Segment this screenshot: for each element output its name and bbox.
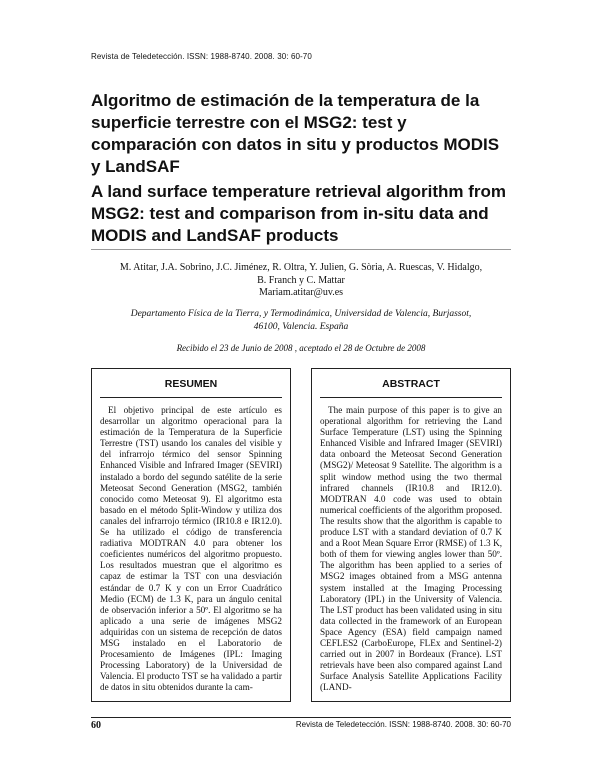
affiliation — [91, 308, 511, 333]
author-email: Mariam.atitar@uv.es — [258, 287, 344, 298]
abstract-box — [311, 368, 511, 702]
authors-line-1: M. Atitar, J.A. Sobrino, J.C. Jiménez, R. Oltra, Y. Julien, G. Sòria, A. Ruescas, V. Hidalgo, — [119, 262, 483, 273]
running-header: Revista de Teledetección. ISSN: 1988-8740. 2008. 30: 60-70 — [91, 52, 312, 61]
abstract-text: The main purpose of this paper is to give an operational algorithm for retrieving the Land Surface Temperature (LST) using the Spinning Enhanced Visible and Infrared Imager (SEVIRI) data onboard the Meteosat Second Generation (MSG2)/ Meteosat 9 Satellite. The algorithm is a split window method using the two thermal infrared channels (IR10.8 and IR12.0). MODTRAN 4.0 code was used to obtain numerical coefficients of the algorithm proposed. The results show that the algorithm is capable to produce LST with a standard deviation of 0.7 K and a Root Mean Square Error (RMSE) of 1.3 K, both of them for viewing angles lower than 50º. The algorithm has been applied to a series of MSG2 images obtained from a MSG antenna system installed at the Imaging Processing Laboratory (IPL) in the University of Valencia. The LST product has been validated using in situ data collected in the framework of an European Space Agency (ESA) field campaign named CEFLES2 (CarboEurope, FLEx and Sentinel-2) carried out in 2007 in Bordeaux (France). LST retrievals have been also compared against Land Surface Analysis Satellite Applications Facility (LAND- — [320, 405, 502, 693]
resumen-heading: RESUMEN — [100, 375, 282, 398]
author-block — [91, 262, 511, 300]
title-divider — [91, 249, 511, 250]
page-number: 60 — [91, 720, 101, 731]
affiliation-line-1: Departamento Física de la Tierra, y Termodinámica, Universidad de Valencia, Burjassot, — [130, 309, 472, 319]
received-dates: Recibido el 23 de Junio de 2008 , aceptado el 28 de Octubre de 2008 — [176, 343, 426, 353]
affiliation-line-2: 46100, Valencia. España — [253, 321, 349, 332]
resumen-text: El objetivo principal de este artículo es desarrollar un algoritmo operacional para la estimación de la Temperatura de la Superficie Terrestre (TST) usando los canales del visible y del infrarrojo térmico del sensor Spinning Enhanced Visible and Infrared Imager (SEVIRI) instalado a bordo del segundo satélite de la serie Meteosat Second Generation (MSG2, también conocido como Meteosat 9). El algoritmo esta basado en el método Split-Window y utiliza dos canales del infrarrojo térmico (IR10.8 e IR12.0). Se ha utilizado el código de transferencia radiativa MODTRAN 4.0 para obtener los coeficientes numéricos del algoritmo propuesto. Los resultados muestran que el algoritmo es capaz de estimar la TST con una desviación estándar de 0.7 K y con un Error Cuadrático Medio (ECM) de 1.3 K, para un ángulo cenital de observación inferior a 50º. El algoritmo se ha aplicado a una serie de imágenes MSG2 adquiridas con un sistema de recepción de datos MSG instalado en el Laboratorio de Procesamiento de Imágenes (IPL: Imaging Processing Laboratory) de la Universidad de Valencia. El producto TST se ha validado a partir de datos in situ obtenidos durante la cam- — [100, 405, 282, 693]
resumen-box — [91, 368, 291, 702]
title-spanish: Algoritmo de estimación de la temperatura de la superficie terrestre con el MSG2: test y comparación con datos in situ y productos MODIS y LandSAF — [91, 91, 500, 176]
footer-journal: Revista de Teledetección. ISSN: 1988-8740. 2008. 30: 60-70 — [295, 720, 511, 729]
title-english: A land surface temperature retrieval algorithm from MSG2: test and comparison from in-situ data and MODIS and LandSAF products — [91, 182, 507, 245]
footer-divider — [91, 717, 511, 718]
abstract-heading: ABSTRACT — [320, 375, 502, 398]
authors-line-2: B. Franch y C. Mattar — [257, 274, 345, 286]
